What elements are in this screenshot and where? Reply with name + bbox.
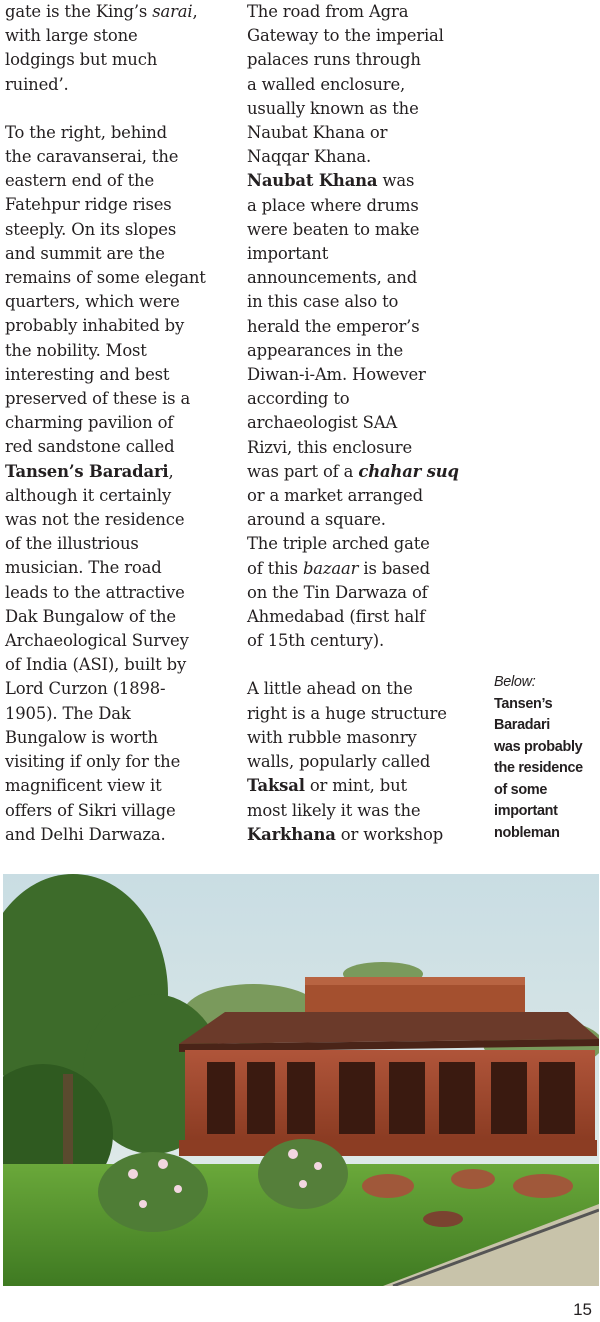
text-line: Ahmedabad (first half (247, 607, 426, 627)
text-line: was part of a chahar suq (247, 461, 459, 481)
photo-caption (494, 672, 598, 844)
text-line: of this bazaar is based (247, 558, 430, 578)
text-line: the caravanserai, the (5, 147, 179, 167)
text-line: announcements, and (247, 268, 418, 288)
text-line: Naubat Khana was (247, 171, 415, 191)
text-line: Fatehpur ridge rises (5, 195, 172, 215)
text-line: leads to the attractive (5, 582, 185, 602)
caption-line: Baradari (494, 717, 550, 733)
left-paragraph-1 (5, 0, 233, 97)
page-number: 15 (573, 1300, 592, 1319)
caption-line: Tansen’s (494, 695, 553, 712)
text-line: in this case also to (247, 292, 399, 312)
text-line: archaeologist SAA (247, 413, 398, 433)
text-line: Rizvi, this enclosure (247, 437, 413, 457)
text-line: visiting if only for the (5, 752, 181, 772)
text-line: usually known as the (247, 98, 419, 118)
text-line: eastern end of the (5, 171, 155, 191)
middle-paragraph-1 (247, 0, 487, 653)
text-line: walls, popularly called (247, 752, 431, 772)
text-line: To the right, behind (5, 122, 167, 142)
left-column (5, 0, 233, 847)
text-line: and summit are the (5, 243, 165, 263)
text-line: were beaten to make (247, 219, 420, 239)
text-line: of India (ASI), built by (5, 655, 187, 675)
text-line: Taksal or mint, but (247, 776, 407, 796)
text-line: Tansen’s Baradari, (5, 461, 174, 481)
text-line: Diwan-i-Am. However (247, 365, 426, 385)
text-line: most likely it was the (247, 800, 421, 820)
text-line: probably inhabited by (5, 316, 185, 336)
caption-line: the residence (494, 760, 583, 776)
caption-line: was probably (494, 738, 583, 755)
text-line: Archaeological Survey (5, 631, 189, 651)
text-line: Dak Bungalow of the (5, 606, 176, 626)
text-line: or a market arranged (247, 486, 423, 506)
text-line: interesting and best (5, 364, 170, 384)
text-line: around a square. (247, 510, 386, 530)
text-line: and Delhi Darwaza. (5, 824, 166, 844)
text-line: magnificent view it (5, 776, 162, 796)
text-line: 1905). The Dak (5, 703, 131, 723)
caption-line: of some (494, 781, 548, 798)
text-line: a place where drums (247, 195, 419, 215)
text-line: steeply. On its slopes (5, 219, 177, 239)
text-line: red sandstone called (5, 437, 175, 457)
text-line: was not the residence (5, 510, 185, 530)
caption-body (494, 694, 598, 845)
pavilion-photo (3, 874, 599, 1286)
text-line: the nobility. Most (5, 340, 147, 360)
caption-line: nobleman (494, 824, 560, 841)
text-line: ruined’. (5, 74, 69, 94)
caption-line: important (494, 803, 558, 819)
text-line: musician. The road (5, 558, 162, 578)
text-line: of 15th century). (247, 631, 385, 651)
text-line: a walled enclosure, (247, 74, 406, 94)
text-line: palaces runs through (247, 50, 421, 70)
text-line: offers of Sikri village (5, 800, 176, 820)
middle-paragraph-2 (247, 677, 487, 846)
text-line: appearances in the (247, 340, 404, 360)
text-line: charming pavilion of (5, 413, 174, 433)
text-line: Karkhana or workshop (247, 824, 444, 844)
text-line: right is a huge structure (247, 703, 447, 723)
text-line: gate is the King’s sarai, (5, 2, 198, 21)
text-line: A little ahead on the (247, 679, 413, 699)
middle-column (247, 0, 487, 847)
text-line: with large stone (5, 26, 138, 46)
text-line: preserved of these is a (5, 389, 191, 409)
caption-intro: Below: (494, 674, 536, 690)
text-line: The triple arched gate (247, 534, 430, 554)
text-line: of the illustrious (5, 534, 139, 554)
text-line: with rubble masonry (247, 727, 417, 747)
text-line: although it certainly (5, 485, 172, 505)
left-paragraph-2 (5, 121, 233, 847)
text-line: Naqqar Khana. (247, 147, 372, 167)
text-line: lodgings but much (5, 50, 158, 70)
text-line: The road from Agra (247, 2, 409, 21)
text-line: quarters, which were (5, 292, 180, 312)
text-line: Bungalow is worth (5, 727, 158, 747)
text-line: remains of some elegant (5, 268, 206, 288)
text-line: herald the emperor’s (247, 316, 420, 336)
text-line: Naubat Khana or (247, 123, 388, 143)
text-line: Lord Curzon (1898- (5, 679, 166, 699)
text-line: on the Tin Darwaza of (247, 582, 428, 602)
text-line: Gateway to the imperial (247, 26, 444, 46)
text-line: according to (247, 389, 350, 409)
text-line: important (247, 244, 329, 264)
